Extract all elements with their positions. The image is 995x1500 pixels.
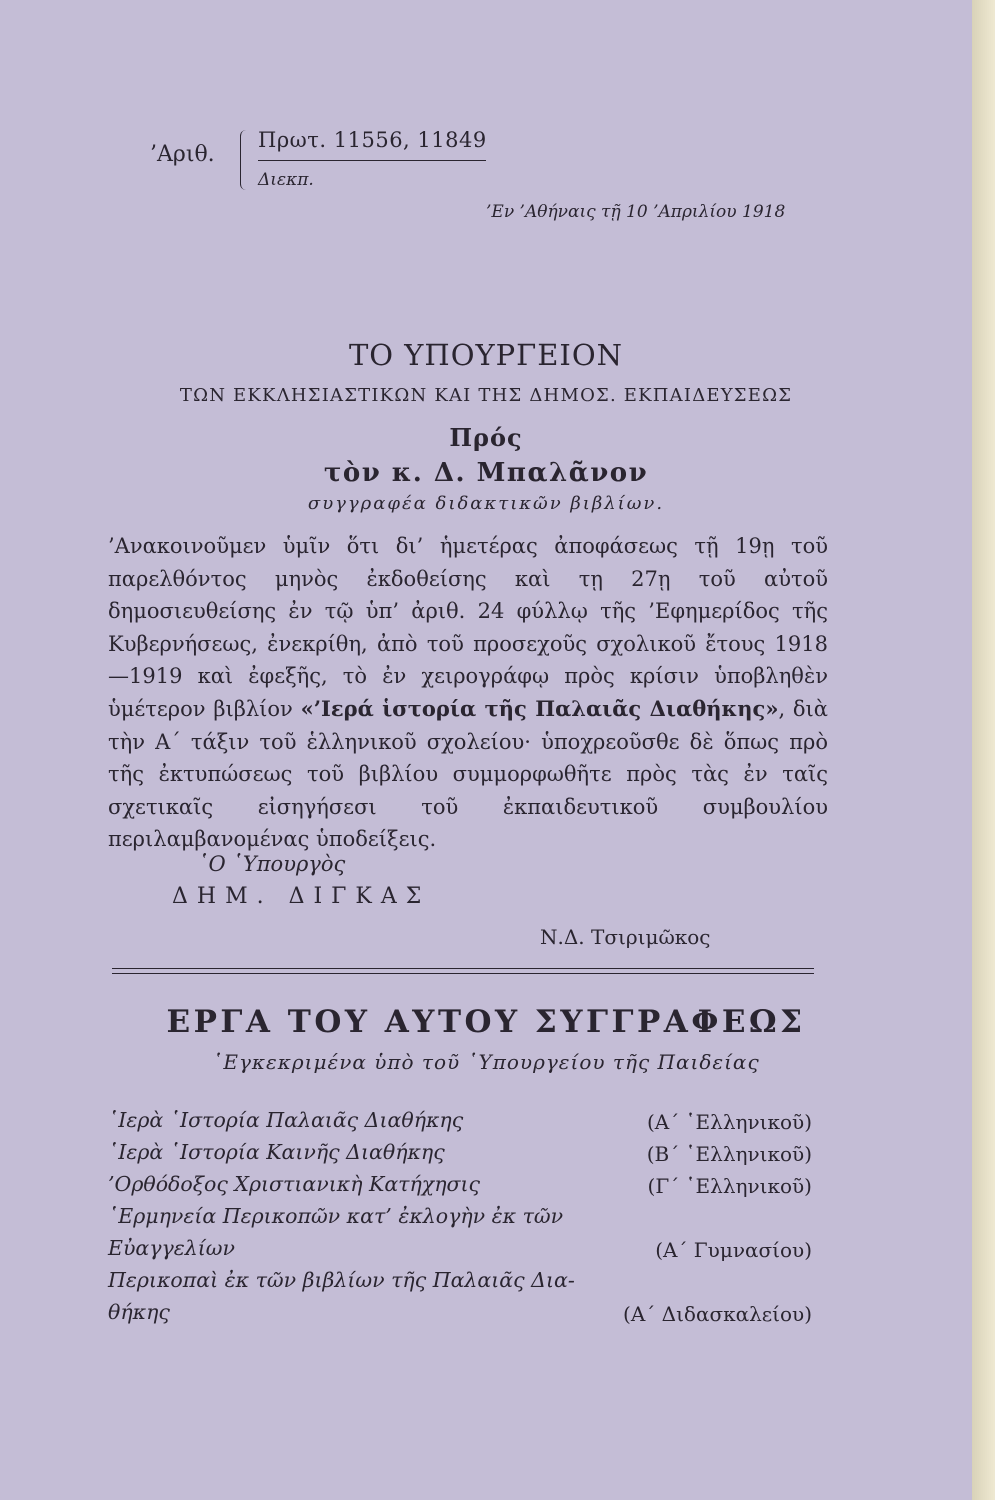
work-title: ῾Ερμηνεία Περικοπῶν κατ’ ἐκλογὴν ἐκ τῶν [108,1204,564,1228]
secretary-signature: Ν.Δ. Τσιριμῶκος [540,925,711,949]
works-list [108,1108,812,1332]
body-text-after: , διὰ τὴν Α΄ τάξιν τοῦ ἑλληνικοῦ σχολείου· ὑποχρεοῦσθε δὲ ὅπως πρὸ τῆς ἐκτυπώσεως τοῦ βιβλίου συμμορφωθῆτε πρὸς τὰς ἐν ταῖς σχετικαῖς εἰσηγήσεσι τοῦ ἐκπαιδευτικοῦ συμβουλίου περιλαμβανομένας ὑποδείξεις. [108,696,828,852]
body-text-before: ’Ανακοινοῦμεν ὑμῖν ὅτι δι’ ἡμετέρας ἀποφάσεως τῇ 19ῃ τοῦ παρελθόντος μηνὸς ἐκδοθείσης καὶ τῃ 27ῃ τοῦ αὐτοῦ δημοσιευθείσης ἐν τῷ ὑπ’ ἀριθ. 24 φύλλῳ τῆς ’Εφημερίδος τῆς Κυβερνήσεως, ἐνεκρίθη, ἀπὸ τοῦ προσεχοῦς σχολικοῦ ἔτους 1918—1919 καὶ ἐφεξῆς, τὸ ἐν χειρογράφῳ πρὸς κρίσιν ὑποβληθὲν ὑμέτερον βιβλίον [108,534,828,721]
divider-top [112,968,814,969]
work-item-continuation [108,1300,812,1332]
work-item [108,1108,812,1140]
reference-label: ’Αριθ. [150,142,215,167]
book-spine-edge [972,0,995,1500]
work-title: Περικοπαὶ ἐκ τῶν βιβλίων τῆς Παλαιᾶς Δια- [108,1268,575,1292]
minister-name: ΔΗΜ. ΔΙΓΚΑΣ [172,884,431,909]
work-title: ῾Ιερὰ ῾Ιστορία Καινῆς Διαθήκης [108,1140,445,1164]
reference-brace [240,130,251,190]
diekp-label: Διεκπ. [258,170,314,190]
works-title: ΕΡΓΑ ΤΟΥ ΑΥΤΟΥ ΣΥΓΓΡΑΦΕΩΣ [166,1004,806,1040]
work-item [108,1172,812,1204]
work-class: (Β΄ ῾Ελληνικοῦ) [646,1142,812,1166]
addressee-name: τὸν κ. Δ. Μπαλᾶνον [323,458,649,488]
ministry-title: ΤΟ ΥΠΟΥΡΓΕΙΟΝ [348,338,624,372]
work-title-continuation: Εὐαγγελίων [108,1236,235,1260]
work-item-continuation [108,1236,812,1268]
work-title: ’Ορθόδοξος Χριστιανικὴ Κατήχησις [108,1172,481,1196]
protocol-rule [258,160,486,161]
work-item [108,1268,812,1300]
ministry-subtitle: ΤΩΝ ΕΚΚΛΗΣΙΑΣΤΙΚΩΝ ΚΑΙ ΤΗΣ ΔΗΜΟΣ. ΕΚΠΑΙΔΕΥΣΕΩΣ [179,385,793,406]
work-item [108,1140,812,1172]
divider-bottom [112,973,814,974]
protocol-number: Πρωτ. 11556, 11849 [258,128,487,152]
work-class: (Α΄ ῾Ελληνικοῦ) [646,1110,812,1134]
addressee-pros: Πρός [449,423,523,452]
work-title: ῾Ιερὰ ῾Ιστορία Παλαιᾶς Διαθήκης [108,1108,464,1132]
date-line: ’Εν ’Αθήναις τῇ 10 ’Απριλίου 1918 [486,202,786,222]
works-subtitle: ῾Εγκεκριμένα ὑπὸ τοῦ ῾Υπουργείου τῆς Παιδείας [212,1050,760,1074]
book-title: «’Ιερά ἱστορία τῆς Παλαιᾶς Διαθήκης» [300,695,779,721]
work-class: (Γ΄ ῾Ελληνικοῦ) [647,1174,812,1198]
work-class: (Α΄ Διδασκαλείου) [623,1302,812,1326]
work-title-continuation: θήκης [108,1300,170,1324]
work-item [108,1204,812,1236]
letter-body [108,530,828,856]
minister-title: ῾Ο ῾Υπουργὸς [198,852,346,876]
work-class: (Α΄ Γυμνασίου) [655,1238,812,1262]
addressee-role: συγγραφέα διδακτικῶν βιβλίων. [307,493,665,514]
